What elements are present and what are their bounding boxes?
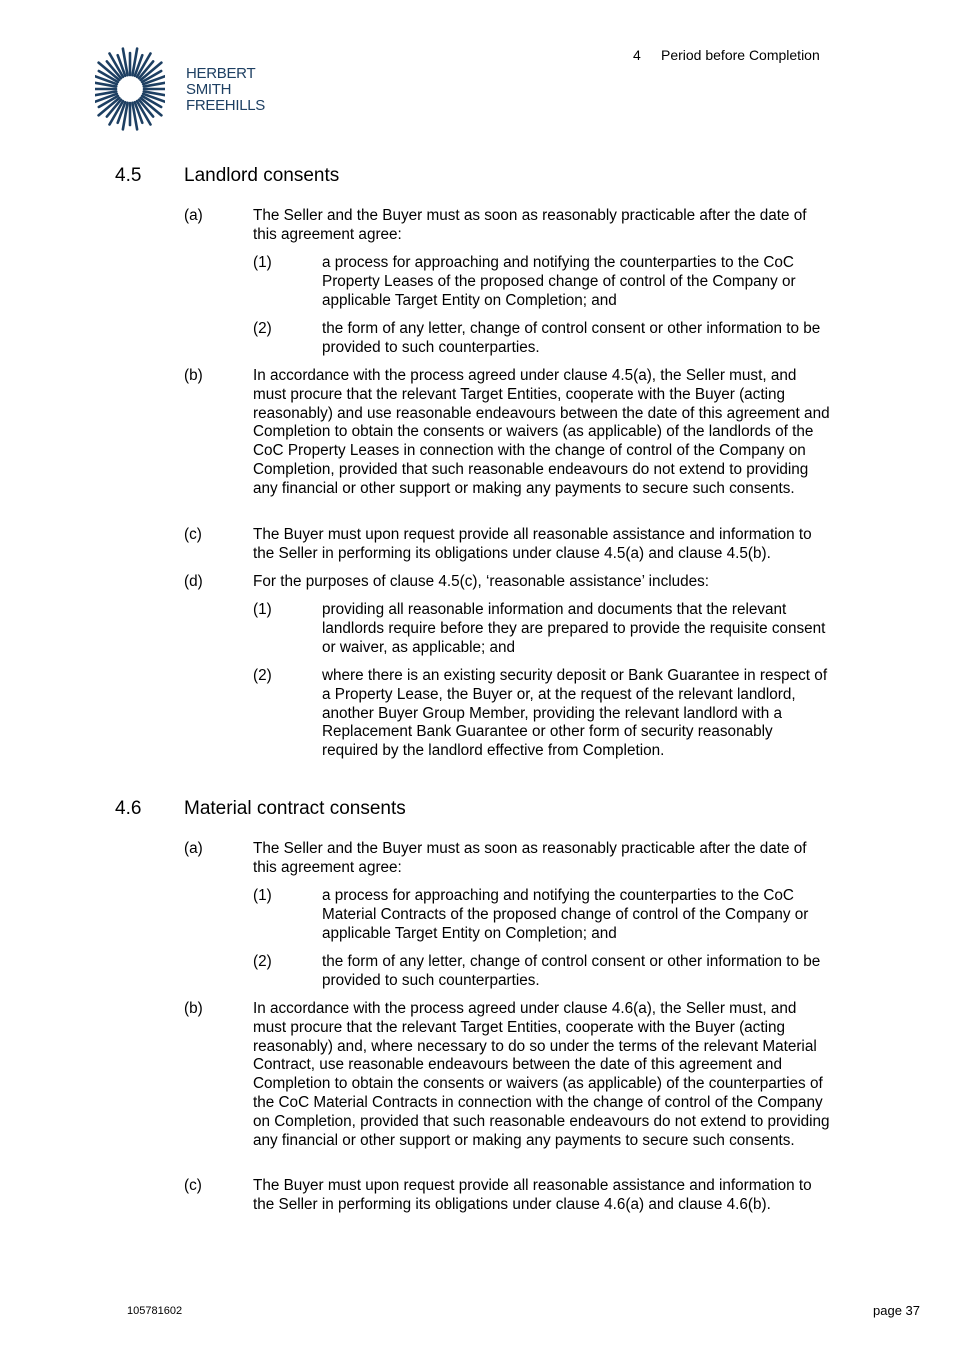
document-id: 105781602 [127, 1305, 183, 1317]
clause-text: the form of any letter, change of control consent or other information to be provided to such counterparties. [322, 953, 821, 989]
running-header [633, 47, 820, 63]
section-heading-4-6 [115, 798, 406, 820]
clause-label: (1) [253, 601, 272, 618]
clause-text: where there is an existing security deposit or Bank Guarantee in respect of a Property Lease, the Buyer or, at the request of the relevant landlord, another Buyer Group Member, providing the relevant landlord with a Replacement Bank Guarantee or other form of security reasonably required by the landlord effective from Completion. [322, 667, 828, 760]
clause-text: The Buyer must upon request provide all reasonable assistance and information to the Seller in performing its obligations under clause 4.6(a) and clause 4.6(b). [253, 1177, 812, 1213]
clause-text: providing all reasonable information and documents that the relevant landlords require before they are prepared to provide the requisite consent or waiver, as applicable; and [322, 601, 826, 656]
section-title: Landlord consents [184, 165, 340, 186]
clause-label: (c) [184, 1177, 202, 1194]
clause-label: (b) [184, 1000, 203, 1017]
clause-label: (2) [253, 667, 272, 684]
clause-label: (1) [253, 254, 272, 271]
section-number: 4.6 [115, 798, 142, 819]
clause-text: The Seller and the Buyer must as soon as reasonably practicable after the date of this agreement agree: [253, 840, 807, 876]
brand-name [186, 66, 265, 114]
firm-logo [95, 46, 275, 136]
section-heading-4-5 [115, 165, 339, 187]
running-section-number: 4 [633, 47, 641, 63]
clause-text: a process for approaching and notifying the counterparties to the CoC Material Contracts of the proposed change of control of the Company or applicable Target Entity on Completion; and [322, 887, 809, 942]
clause-label: (2) [253, 320, 272, 337]
brand-line-2: SMITH [186, 81, 232, 98]
clause-label: (2) [253, 953, 272, 970]
sunburst-logo-icon [95, 46, 165, 132]
clause-label: (a) [184, 207, 203, 224]
clause-text: In accordance with the process agreed under clause 4.6(a), the Seller must, and must procure that the relevant Target Entities, cooperate with the Buyer (acting reasonably) and, where necessary to do so under the terms of the relevant Material Contract, use reasonable endeavours between the date of this agreement and Completion to obtain the consents or waivers (as applicable) of the counterparties of the CoC Material Contracts in connection with the change of control of the Company on Completion, provided that such reasonable endeavours do not extend to providing any financial or other support or making any payments to secure such consents. [253, 1000, 830, 1149]
clause-text: a process for approaching and notifying the counterparties to the CoC Property Leases of the proposed change of control of the Company or applicable Target Entity on Completion; and [322, 254, 796, 309]
clause-label: (c) [184, 526, 202, 543]
brand-line-3: FREEHILLS [186, 97, 265, 114]
clause-label: (a) [184, 840, 203, 857]
clause-text: In accordance with the process agreed under clause 4.5(a), the Seller must, and must procure that the relevant Target Entities, cooperate with the Buyer (acting reasonably) and use reasonable endeavours between the date of this agreement and Completion to obtain the consents or waivers (as applicable) of the landlords of the CoC Property Leases in connection with the change of control of the Company on Completion, provided that such reasonable endeavours do not extend to providing any financial or other support or making any payments to secure such consents. [253, 367, 830, 497]
clause-text: the form of any letter, change of control consent or other information to be provided to such counterparties. [322, 320, 821, 356]
clause-label: (d) [184, 573, 203, 590]
clause-label: (1) [253, 887, 272, 904]
page-number: page 37 [873, 1303, 920, 1318]
section-number: 4.5 [115, 165, 142, 186]
clause-label: (b) [184, 367, 203, 384]
brand-line-1: HERBERT [186, 65, 256, 82]
section-title: Material contract consents [184, 798, 406, 819]
clause-text: The Buyer must upon request provide all reasonable assistance and information to the Seller in performing its obligations under clause 4.5(a) and clause 4.5(b). [253, 526, 812, 562]
clause-text: The Seller and the Buyer must as soon as reasonably practicable after the date of this agreement agree: [253, 207, 807, 243]
running-section-title: Period before Completion [661, 47, 820, 63]
clause-text: For the purposes of clause 4.5(c), ‘reasonable assistance’ includes: [253, 573, 710, 590]
